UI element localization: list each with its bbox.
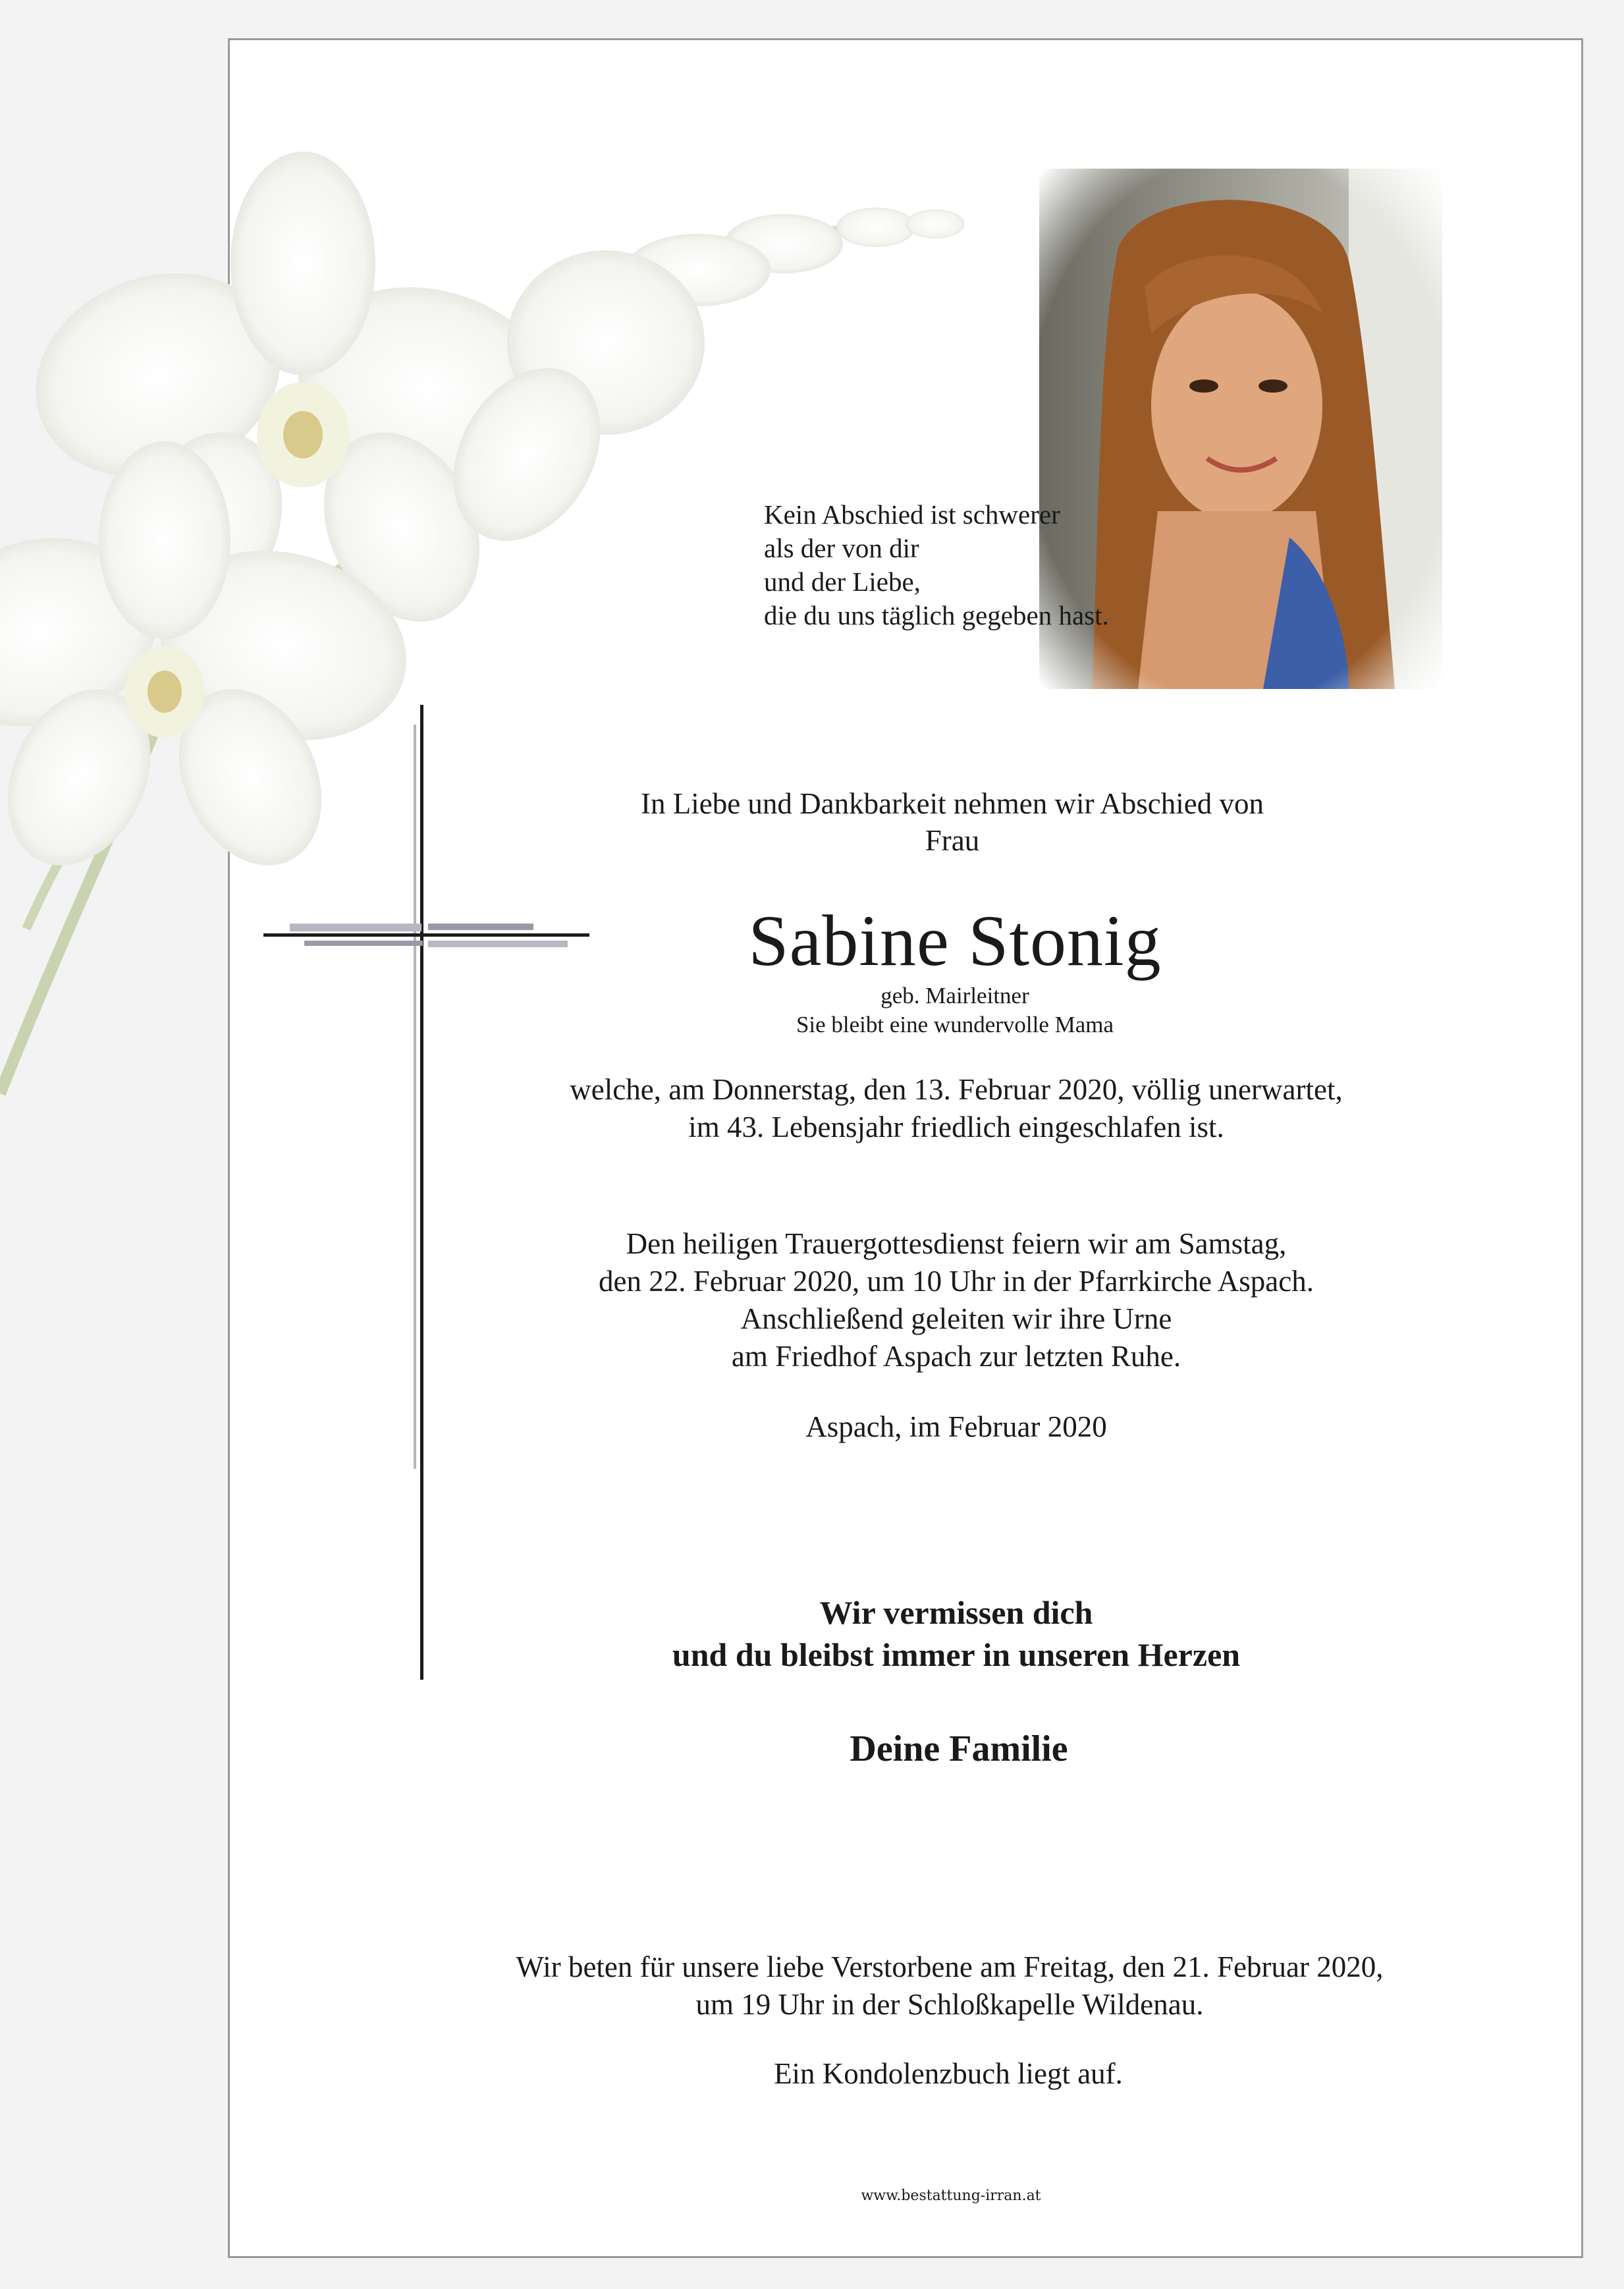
- service-line: am Friedhof Aspach zur letzten Ruhe.: [731, 1340, 1181, 1373]
- farewell-line: und du bleibst immer in unseren Herzen: [672, 1636, 1241, 1673]
- farewell-line: Wir vermissen dich: [819, 1594, 1093, 1631]
- deceased-note: Sie bleibt eine wundervolle Mama: [796, 1012, 1114, 1037]
- service-line: Anschließend geleiten wir ihre Urne: [740, 1302, 1172, 1335]
- farewell-text: [672, 1591, 1524, 1676]
- intro-text: [641, 785, 1575, 859]
- deceased-details: [796, 981, 1272, 1039]
- prayer-line: um 19 Uhr in der Schloßkapelle Wildenau.: [695, 1988, 1204, 2021]
- cross-icon: [263, 705, 606, 1693]
- death-line: welche, am Donnerstag, den 13. Februar 2020, völlig unerwartet,: [570, 1073, 1343, 1106]
- service-notice: [599, 1225, 1624, 1375]
- deceased-name: Sabine Stonig: [748, 900, 1162, 981]
- intro-line: Frau: [925, 824, 980, 857]
- signature: Deine Familie: [850, 1728, 1068, 1769]
- death-line: im 43. Lebensjahr friedlich eingeschlafen ist.: [688, 1111, 1224, 1144]
- birth-name: geb. Mairleitner: [880, 983, 1029, 1008]
- service-line: den 22. Februar 2020, um 10 Uhr in der Pfarrkirche Aspach.: [599, 1265, 1314, 1298]
- website-link[interactable]: www.bestattung-irran.at: [861, 2188, 1041, 2204]
- service-line: Den heiligen Trauergottesdienst feiern wir am Samstag,: [626, 1227, 1287, 1260]
- intro-line: In Liebe und Dankbarkeit nehmen wir Abschied von: [641, 787, 1264, 820]
- place-date: Aspach, im Februar 2020: [805, 1410, 1107, 1443]
- death-notice: [570, 1071, 1624, 1146]
- condolence-note: Ein Kondolenzbuch liegt auf.: [774, 2057, 1123, 2090]
- prayer-notice: [516, 1948, 1624, 2024]
- prayer-line: Wir beten für unsere liebe Verstorbene am Freitag, den 21. Februar 2020,: [516, 1950, 1384, 1983]
